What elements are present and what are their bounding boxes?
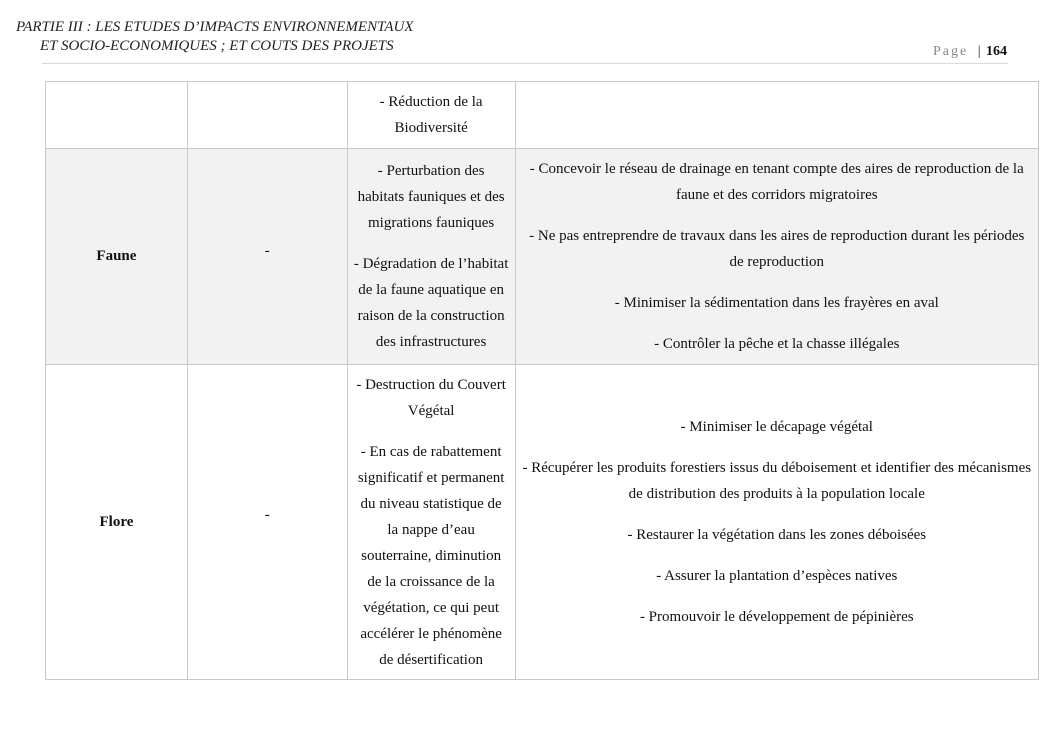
table-row <box>46 365 1039 680</box>
measure-item: - Minimiser le décapage végétal <box>680 419 873 435</box>
measures-cell <box>515 82 1038 149</box>
impact-item: - En cas de rabattement significatif et permanent du niveau statistique de la nappe d’eau souterraine, diminution de la croissance de la végétation, ce qui peut accélérer le phénomène de désertification <box>357 443 505 668</box>
measure-item: - Concevoir le réseau de drainage en tenant compte des aires de reproduction de la faune et des corridors migratoires <box>529 161 1024 203</box>
impact-item: - Réduction de la Biodiversité <box>379 94 483 136</box>
impacts-cell <box>347 149 515 365</box>
source-cell <box>187 365 347 680</box>
component-cell: Flore <box>46 365 188 680</box>
measure-item: - Récupérer les produits forestiers issus du déboisement et identifier des mécanismes de distribution des produits à la population locale <box>522 460 1032 502</box>
impacts-cell <box>347 82 515 149</box>
impacts-cell <box>347 365 515 680</box>
impact-item: - Destruction du Couvert Végétal <box>356 376 506 419</box>
measure-item: - Restaurer la végétation dans les zones déboisées <box>627 527 927 543</box>
table-row <box>46 82 1039 149</box>
impacts-table <box>45 81 1039 680</box>
impact-item: - Dégradation de l’habitat de la faune aquatique en raison de la construction des infrastructures <box>353 256 509 350</box>
measures-cell <box>515 149 1038 365</box>
measure-item: - Assurer la plantation d’espèces natives <box>656 568 898 584</box>
component-cell <box>46 82 188 149</box>
measure-item: - Promouvoir le développement de pépinières <box>639 609 914 625</box>
header-title-line-1: PARTIE III : LES ETUDES D’IMPACTS ENVIRONNEMENTAUX <box>16 19 414 35</box>
document-header-title <box>16 18 413 56</box>
measure-item: - Ne pas entreprendre de travaux dans les aires de reproduction durant les périodes de reproduction <box>529 228 1025 270</box>
page-separator: | <box>977 44 981 59</box>
page-label: Page <box>932 44 969 59</box>
measures-cell <box>515 365 1038 680</box>
measure-item: - Contrôler la pêche et la chasse illégales <box>654 336 900 352</box>
source-cell <box>187 149 347 365</box>
source-value: - <box>264 506 270 523</box>
measure-item: - Minimiser la sédimentation dans les frayères en aval <box>614 295 939 311</box>
header-divider <box>42 63 1008 64</box>
source-cell <box>187 82 347 149</box>
header-title-line-2: ET SOCIO-ECONOMIQUES ; ET COUTS DES PROJETS <box>40 38 394 54</box>
component-cell: Faune <box>46 149 188 365</box>
impact-item: - Perturbation des habitats fauniques et des migrations fauniques <box>357 163 505 231</box>
page-number-block <box>933 44 1007 60</box>
page-number: 164 <box>986 44 1007 59</box>
source-value: - <box>264 243 270 259</box>
table-row <box>46 149 1039 365</box>
